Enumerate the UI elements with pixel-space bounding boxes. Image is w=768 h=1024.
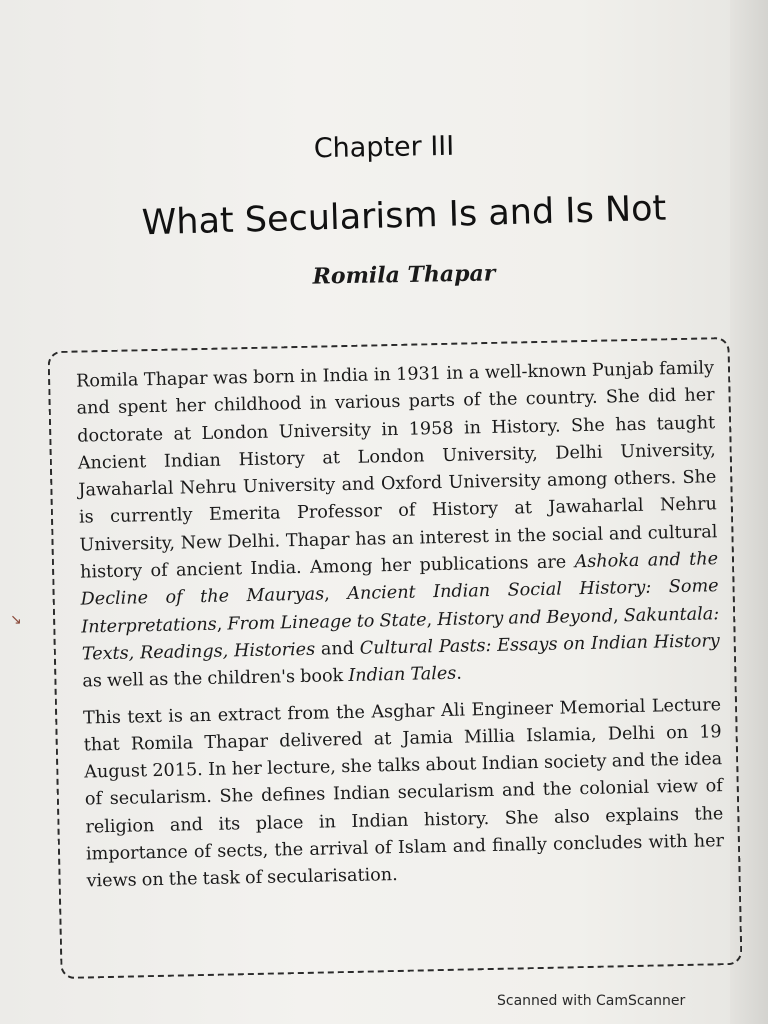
author-name: Romila Thapar (312, 260, 496, 290)
separator: , (323, 584, 348, 605)
separator: , (216, 614, 228, 635)
scanner-watermark: Scanned with CamScanner (497, 993, 686, 1009)
separator: , (612, 605, 624, 627)
separator: and (314, 638, 360, 660)
separator: , (426, 609, 438, 631)
book-title: Indian Tales (348, 663, 457, 687)
extract-summary-paragraph: This text is an extract from the Asghar Ali Engineer Memorial Lecture that Romila Thapar delivered at Jamia Millia Islamia, Delhi on 19 August 2015. In her lecture, she talks about Indian society and the idea of secularism. She defines Indian secularism and the colonial view of religion and its place in Indian history. She also explains the importance of sects, the arrival of Islam and finally concludes with her views on the task of secularisation. (82, 694, 725, 892)
bio-paragraph (76, 355, 721, 696)
separator: . (456, 663, 463, 684)
chapter-title: What Secularism Is and Is Not (141, 188, 667, 244)
stray-pen-mark: ↘ (10, 612, 22, 628)
book-title: History and Beyond (437, 606, 614, 630)
book-title: Cultural Pasts: Essays on Indian History (359, 631, 720, 659)
book-title: Sakuntala: Texts, Readings, Histories (81, 603, 720, 665)
bio-intro-text: Romila Thapar was born in India in 1931 in a well-known Punjab family and spent her childhood in various parts of the country. She did her doctorate at London University in 1958 in History. She has taught Ancient Indian History at London University, Delhi University, Jawaharlal Nehru University and Oxford University among others. She is currently Emerita Professor of History at Jawaharlal Nehru University, New Delhi. Thapar has an interest in the social and cultural history of ancient India. Among her publications are (75, 358, 718, 583)
book-title: Ancient Indian Social History: Some Interpretations (81, 576, 719, 638)
book-title: From Lineage to State (227, 610, 427, 635)
chapter-label: Chapter III (313, 130, 455, 165)
author-bio-box (47, 337, 742, 979)
separator: as well as the children's book (82, 666, 349, 692)
book-title: Ashoka and the Decline of the Mauryas (80, 549, 719, 610)
